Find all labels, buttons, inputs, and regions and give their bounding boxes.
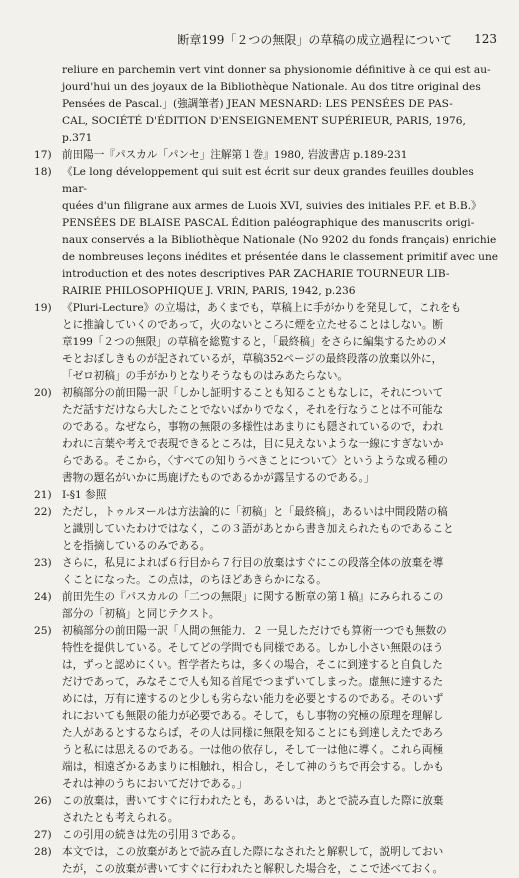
note-20: [34, 385, 500, 487]
page-number: 123: [474, 32, 497, 46]
note-21: [34, 487, 500, 504]
note-number: 28): [34, 846, 52, 858]
note-28: [34, 844, 500, 878]
note-24: [34, 589, 500, 623]
note-18: [34, 164, 500, 300]
note-17: [34, 147, 500, 164]
note-number: 24): [34, 591, 52, 603]
note-text: Ⅰ-§1 参照: [62, 489, 107, 501]
note-text: 前田先生の『パスカルの「二つの無限」に関する断章の第１稿』にみられるこの 部分の「初稿」と同じテクスト。: [62, 591, 444, 620]
note-number: 22): [34, 506, 52, 518]
note-22: [34, 504, 500, 555]
running-header: [60, 30, 497, 48]
notes-body: [34, 62, 500, 878]
note-text: ただし，トゥルヌールは方法論的に「初稿」と「最終稿」，あるいは中間段階の稿 と識別していたわけではなく，この３語があとから書き加えられたものであること とを指摘しているのみである。: [62, 506, 454, 552]
note-number: 26): [34, 795, 52, 807]
note-number: 19): [34, 302, 52, 314]
note-23: [34, 555, 500, 589]
note-19: [34, 300, 500, 385]
continued-note-text: reliure en parchemin vert vint donner sa physionomie définitive à ce qui est au- jourd'hui un des joyaux de la Bibliothèque Nationale. Au dos titre original des Pensées de Pascal.」(強調筆者) JEAN MESNARD: LES PENSÉES DE PAS- CAL, SOCIÉTÉ D'ÉDITION D'ENSEIGNEMENT SUPÉRIEUR, PARIS, 1976, p.371: [62, 64, 491, 144]
note-text: さらに，私見によれば６行目から７行目の放棄はすぐにこの段落全体の放棄を導 くことになった。この点は，のちほどあきらかになる。: [62, 557, 444, 586]
note-number: 18): [34, 166, 52, 178]
note-number: 25): [34, 625, 52, 637]
note-25: [34, 623, 500, 793]
note-text: この放棄は，書いてすぐに行われたとも，あるいは，あとで読み直した際に放棄 されたとも考えられる。: [62, 795, 444, 824]
note-26: [34, 793, 500, 827]
note-text: 初稿部分の前田陽一訳「人間の無能力．２ 一見しただけでも算術一つでも無数の 特性を提供している。そしてどの学問でも同様である。しかし小さい無限のほう は，ずっと認めにくい。哲学者たちは，多くの場合，そこに到達すると自負した だけであって，みなそこで人も知る首尾でつまずいてしまった。虚無に達するた めには，万有に達するのと少しも劣らない能力を必要とするのである。そのいず れにおいても無限の能力が必要である。そして，もし事物の究極の原理を理解し た人があるとするならば，その人は同様に無限を知ることにも到達しえたであろ うと私には思えるのである。一は他の依存し，そして一は他に導く。これら両極 端は，相遠ざかるあまりに相触れ，相合し，そして神のうちで再会する。しかも それは神のうちにおいてだけである。」: [62, 625, 447, 790]
note-text: 《Pluri-Lecture》の立場は，あくまでも，草稿上に手がかりを発見して，これをも とに推論していくのであって，火のないところに煙を立たせることはしない。断 章199「２つの無限」の草稿を総覧すると，「最終稿」をさらに編集するためのメ モとおぼしきものが記されているが，草稿352ページの最終段落の放棄以外に， 「ゼロ初稿」の手がかりとなりそうなものはみあたらない。: [62, 302, 462, 382]
note-text: 《Le long développement qui suit est écrit sur deux grandes feuilles doubles mar- quées d'un filigrane aux armes de Luois XVI, suivies des initiales P.F. et B.B.》 PENSÉES DE BLAISE PASCAL Édition paléographique des manuscrits origi- naux conservés a la Bibliothèque Nationale (No 9202 du fonds français) enrichie de nombreuses leçons inédites et présentée dans le classement primitif avec une introduction et des notes descriptives PAR ZACHARIE TOURNEUR LIB- RAIRIE PHILOSOPHIQUE J. VRIN, PARIS, 1942, p.236: [62, 166, 499, 297]
running-title: 断章199「２つの無限」の草稿の成立過程について: [177, 32, 453, 47]
note-text: 初稿部分の前田陽一訳「しかし証明することも知ることもなしに，それについて ただ話すだけなら大したことでないばかりでなく，それを行なうことは不可能な のである。なぜなら，事物の無限の多様性はあまりにも隠されているので，われ われに言葉や考えで表現できるところは，目に見えないような一線にすぎないか らである。そこから，〈すべての知りうべきことについて〉というような或る種の 書物の題名がいかに馬鹿げたものであるかが露呈するのである。」: [62, 387, 449, 484]
note-number: 23): [34, 557, 52, 569]
note-number: 27): [34, 829, 52, 841]
note-text: 本文では，この放棄があとで読み直した際になされたと解釈して，説明しておい たが，この放棄が書いてすぐに行われたと解釈した場合を，ここで述べておく。: [62, 846, 444, 875]
note-number: 21): [34, 489, 52, 501]
note-text: この引用の続きは先の引用３である。: [62, 829, 243, 841]
note-number: 20): [34, 387, 52, 399]
note-text: 前田陽一『パスカル「パンセ」注解第１巻』1980, 岩波書店 p.189-231: [62, 149, 408, 161]
note-number: 17): [34, 149, 52, 161]
note-27: [34, 827, 500, 844]
